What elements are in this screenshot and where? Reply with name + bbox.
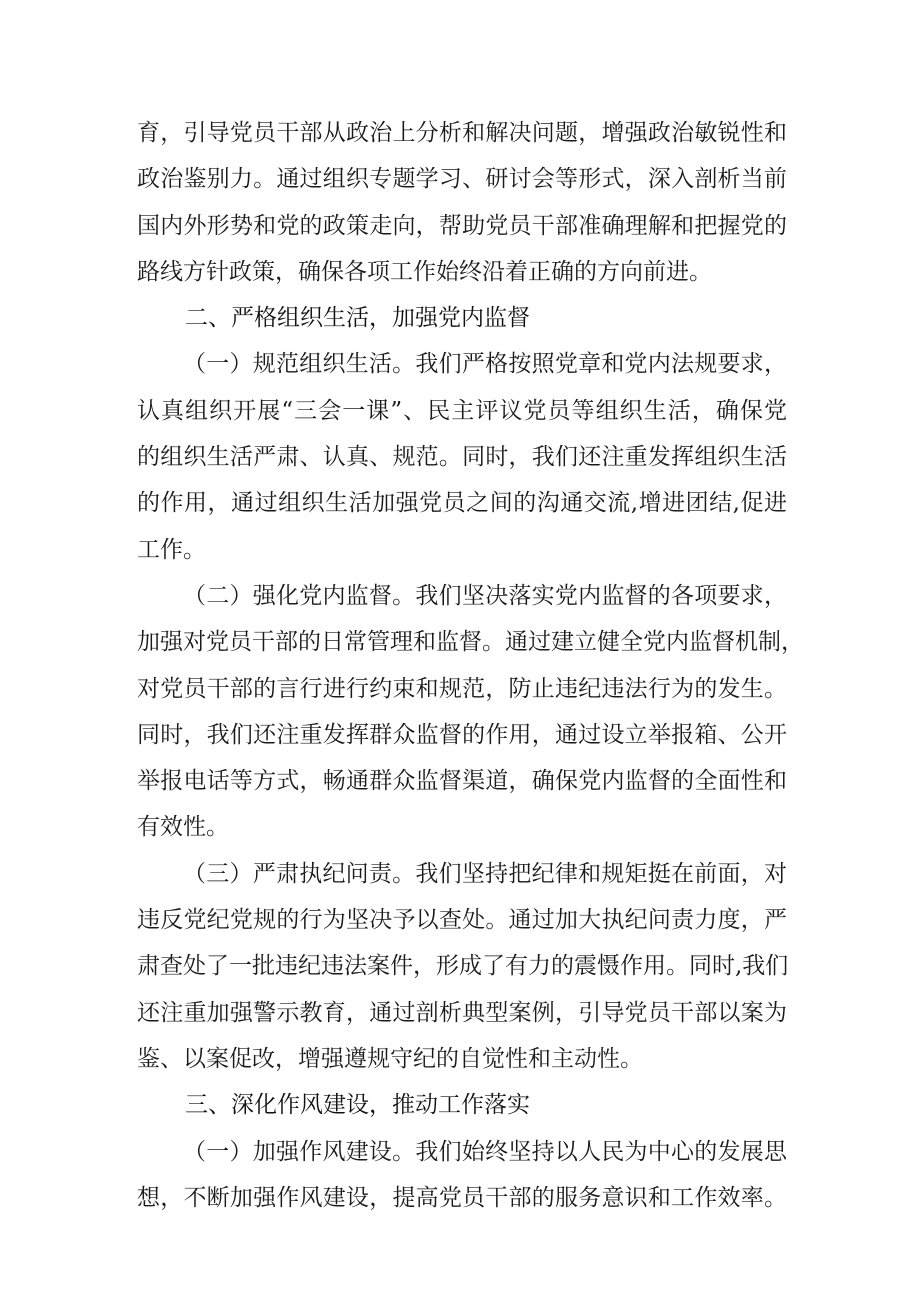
paragraph-line: 工作。 — [137, 536, 206, 563]
paragraph-line: 还注重加强警示教育，通过剖析典型案例，引导党员干部以案为 — [137, 999, 787, 1026]
paragraph-line: 举报电话等方式，畅通群众监督渠道，确保党内监督的全面性和 — [137, 768, 787, 795]
section-heading: 三、深化作风建设，推动工作落实 — [185, 1092, 530, 1119]
paragraph-line: 政治鉴别力。通过组织专题学习、研讨会等形式，深入剖析当前 — [137, 166, 787, 193]
section-heading: 二、严格组织生活，加强党内监督 — [185, 305, 530, 332]
paragraph-first-line: （一）加强作风建设。我们始终坚持以人民为中心的发展思 — [183, 1138, 787, 1165]
paragraph-line: 加强对党员干部的日常管理和监督。通过建立健全党内监督机制， — [137, 629, 804, 656]
paragraph-line: 鉴、以案促改，增强遵规守纪的自觉性和主动性。 — [137, 1045, 643, 1072]
paragraph-first-line: （三）严肃执纪问责。我们坚持把纪律和规矩挺在前面，对 — [183, 860, 787, 887]
paragraph-line: 国内外形势和党的政策走向，帮助党员干部准确理解和把握党的 — [137, 212, 787, 239]
paragraph-line: 同时，我们还注重发挥群众监督的作用，通过设立举报箱、公开 — [137, 721, 787, 748]
paragraph-line: 的组织生活严肃、认真、规范。同时，我们还注重发挥组织生活 — [137, 444, 787, 471]
paragraph-line: 对党员干部的言行进行约束和规范，防止违纪违法行为的发生。 — [137, 675, 787, 702]
paragraph-first-line: （二）强化党内监督。我们坚决落实党内监督的各项要求， — [183, 582, 787, 609]
paragraph-first-line: （一）规范组织生活。我们严格按照党章和党内法规要求， — [183, 351, 787, 378]
paragraph-line: 认真组织开展“三会一课”、民主评议党员等组织生活，确保党 — [137, 397, 787, 424]
paragraph-line: 有效性。 — [137, 814, 229, 841]
paragraph-line: 违反党纪党规的行为坚决予以查处。通过加大执纪问责力度，严 — [137, 907, 787, 934]
paragraph-line: 的作用，通过组织生活加强党员之间的沟通交流,增进团结,促进 — [137, 490, 787, 517]
paragraph-line: 路线方针政策，确保各项工作始终沿着正确的方向前进。 — [137, 258, 712, 285]
paragraph-line: 肃查处了一批违纪违法案件，形成了有力的震慑作用。同时,我们 — [137, 953, 789, 980]
paragraph-line: 育，引导党员干部从政治上分析和解决问题，增强政治敏锐性和 — [137, 120, 787, 146]
paragraph-line: 想，不断加强作风建设，提高党员干部的服务意识和工作效率。 — [137, 1184, 787, 1211]
document-body — [137, 110, 804, 1221]
